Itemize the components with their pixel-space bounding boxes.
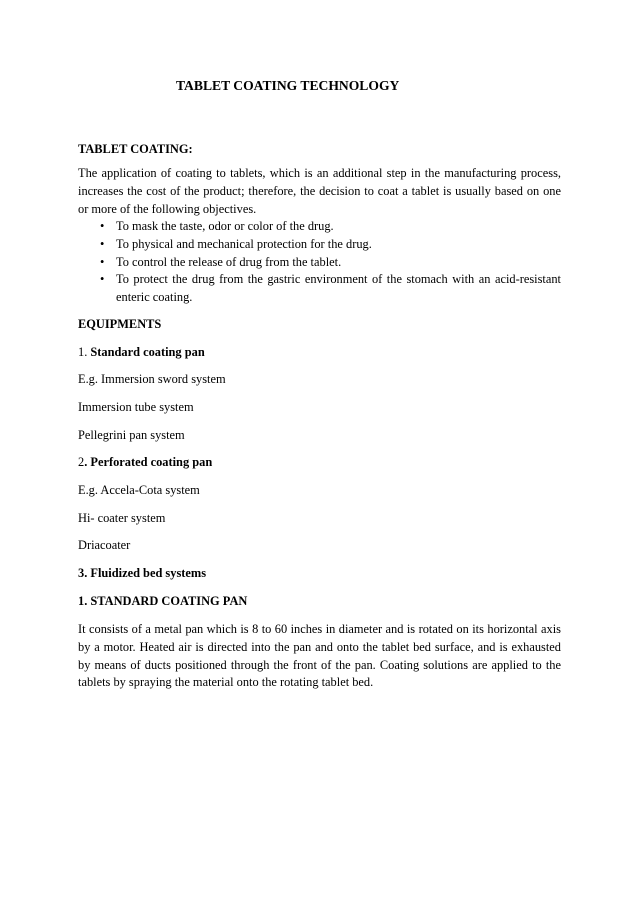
section-heading-standard-coating-pan: 1. STANDARD COATING PAN [78,594,248,608]
list-item-text: To physical and mechanical protection for the drug. [116,236,372,251]
equipment-item-3: 3. Fluidized bed systems [78,566,207,580]
equipment-item-2-label: . Perforated coating pan [84,455,213,469]
list-item-text: To protect the drug from the gastric environment of the stomach with an acid-resistant enteric coating. [116,272,561,305]
list-item [78,271,561,307]
list-item-text: To mask the taste, odor or color of the drug. [116,219,334,233]
equipment-item-2 [78,454,561,472]
standard-coating-pan-paragraph: It consists of a metal pan which is 8 to 60 inches in diameter and is rotated on its horizontal axis by a motor. Heated air is directed into the pan and onto the tablet bed surface, and is exhausted by means of ducts positioned through the front of the pan. Coating solutions are applied to the tablets by spraying the material onto the rotating tablet bed. [78,622,561,690]
section-heading-equipments: EQUIPMENTS [78,317,162,331]
bullet-icon: • [100,219,105,233]
list-item [78,254,561,272]
list-item [78,236,561,254]
equipment-example: Hi- coater system [78,511,166,525]
equipment-example: Pellegrini pan system [78,428,185,442]
section-heading-tablet-coating: TABLET COATING: [78,142,193,156]
equipment-item-2-number: 2 [78,455,85,469]
equipment-example: E.g. Immersion sword system [78,372,226,386]
bullet-icon: • [100,272,105,287]
objectives-list [78,218,561,307]
equipment-item-1 [78,344,561,362]
equipment-item-1-number: 1. [78,345,88,359]
equipment-example: Immersion tube system [78,400,194,414]
equipment-item-1-label: Standard coating pan [90,345,205,359]
bullet-icon: • [100,254,105,269]
bullet-icon: • [100,236,105,251]
list-item-text: To control the release of drug from the tablet. [116,254,342,269]
list-item [78,218,561,236]
document-title: TABLET COATING TECHNOLOGY [176,78,400,93]
intro-paragraph: The application of coating to tablets, which is an additional step in the manufacturing process, increases the cost of the product; therefore, the decision to coat a tablet is usually based on one or more of the following objectives. [78,166,561,216]
equipment-example: Driacoater [78,538,131,552]
equipment-example: E.g. Accela-Cota system [78,483,200,497]
